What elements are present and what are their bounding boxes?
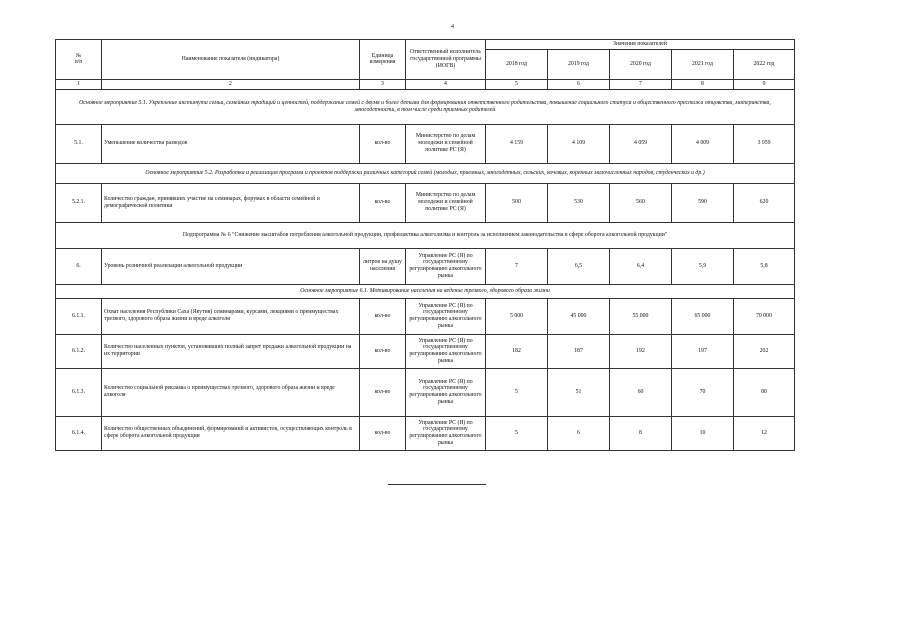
column-number: 4 — [406, 79, 486, 89]
page-number: 4 — [451, 24, 454, 30]
header-responsible: Ответственный исполнитель государственной программы (ИОГВ) — [406, 40, 486, 80]
row-value: 80 — [734, 368, 795, 416]
header-year: 2021 год — [672, 49, 734, 79]
subprogram-row — [56, 222, 795, 248]
row-number: 6.1.2. — [56, 334, 102, 368]
row-value: 10 — [672, 416, 734, 450]
row-value: 65 000 — [672, 298, 734, 334]
header-values-group: Значения показателей — [486, 40, 795, 50]
header-year: 2020 год — [610, 49, 672, 79]
row-name: Количество общественных объединений, формирований и активистов, осуществляющих контроль в сфере оборота алкогольной продукции — [102, 416, 360, 450]
table-row — [56, 298, 795, 334]
row-value: 5 — [486, 416, 548, 450]
row-name: Количество социальной рекламы о преимуществах трезвого, здорового образа жизни и вреде алкоголя — [102, 368, 360, 416]
row-name: Количество граждан, принявших участие на семинарах, форумах в области семейной и демографической политики — [102, 183, 360, 222]
row-value: 530 — [548, 183, 610, 222]
column-number: 3 — [360, 79, 406, 89]
row-value: 70 000 — [734, 298, 795, 334]
row-value: 6 — [548, 416, 610, 450]
row-responsible: Управление РС (Я) по государственному регулированию алкогольного рынка — [406, 368, 486, 416]
row-value: 4 009 — [672, 124, 734, 163]
row-unit: кол-во — [360, 298, 406, 334]
column-number: 5 — [486, 79, 548, 89]
row-value: 60 — [610, 368, 672, 416]
row-value: 6,5 — [548, 248, 610, 284]
header-year: 2022 год — [734, 49, 795, 79]
row-value: 45 000 — [548, 298, 610, 334]
row-value: 590 — [672, 183, 734, 222]
header-unit: Единица измерения — [360, 40, 406, 80]
row-number: 6. — [56, 248, 102, 284]
row-unit: кол-во — [360, 334, 406, 368]
row-number: 6.1.3. — [56, 368, 102, 416]
row-number: 6.1.4. — [56, 416, 102, 450]
indicators-table — [55, 39, 795, 451]
row-value: 202 — [734, 334, 795, 368]
row-responsible: Министерство по делам молодежи и семейной политике РС (Я) — [406, 124, 486, 163]
event-title: Основное мероприятие 6.1. Мотивирование населения на ведение трезвого, здорового образа жизни — [56, 284, 795, 298]
row-unit: кол-во — [360, 183, 406, 222]
table-row — [56, 248, 795, 284]
table-row — [56, 334, 795, 368]
event-row — [56, 284, 795, 298]
table-row — [56, 183, 795, 222]
row-value: 5 000 — [486, 298, 548, 334]
column-number: 2 — [102, 79, 360, 89]
row-value: 70 — [672, 368, 734, 416]
column-number: 7 — [610, 79, 672, 89]
header-year: 2019 год — [548, 49, 610, 79]
row-name: Уровень розничной реализации алкогольной продукции — [102, 248, 360, 284]
row-responsible: Министерство по делам молодежи и семейной политике РС (Я) — [406, 183, 486, 222]
row-value: 51 — [548, 368, 610, 416]
event-title: Основное мероприятие 5.2. Разработка и реализация программ и проектов поддержки различных категорий семей (молодых, приемных, многодетных, сельских, кочевых, коренных малочисленных народов, студенческих и др.) — [56, 163, 795, 183]
row-responsible: Управление РС (Я) по государственному регулированию алкогольного рынка — [406, 416, 486, 450]
row-value: 12 — [734, 416, 795, 450]
row-value: 4 059 — [610, 124, 672, 163]
row-value: 6,4 — [610, 248, 672, 284]
header-year: 2018 год — [486, 49, 548, 79]
subprogram-title: Подпрограмма № 6 "Снижение масштабов потребления алкогольной продукции, профилактика алкоголизма и контроль за исполнением законодательства в сфере оборота алкогольной продукции" — [56, 222, 795, 248]
row-value: 187 — [548, 334, 610, 368]
row-value: 5 — [486, 368, 548, 416]
header-num: № п/п — [56, 40, 102, 80]
table-row — [56, 416, 795, 450]
header-name: Наименование показателя (индикатора) — [102, 40, 360, 80]
row-value: 5,9 — [672, 248, 734, 284]
row-unit: литров на душу населения — [360, 248, 406, 284]
row-value: 8 — [610, 416, 672, 450]
row-value: 500 — [486, 183, 548, 222]
column-number: 8 — [672, 79, 734, 89]
column-number: 6 — [548, 79, 610, 89]
row-responsible: Управление РС (Я) по государственному регулированию алкогольного рынка — [406, 334, 486, 368]
row-value: 4 159 — [486, 124, 548, 163]
row-name: Охват населения Республики Саха (Якутия) семинарами, курсами, лекциями о преимуществах трезвого, здорового образа жизни и вреде алкоголя — [102, 298, 360, 334]
row-name: Количество населенных пунктов, установивших полный запрет продажи алкогольной продукции на их территории — [102, 334, 360, 368]
row-number: 5.2.1. — [56, 183, 102, 222]
column-number: 1 — [56, 79, 102, 89]
row-value: 3 959 — [734, 124, 795, 163]
event-row — [56, 163, 795, 183]
row-unit: кол-во — [360, 124, 406, 163]
event-row — [56, 89, 795, 124]
row-value: 4 109 — [548, 124, 610, 163]
row-value: 5,8 — [734, 248, 795, 284]
row-unit: кол-во — [360, 416, 406, 450]
column-number: 9 — [734, 79, 795, 89]
row-number: 5.1. — [56, 124, 102, 163]
table-row — [56, 368, 795, 416]
row-responsible: Управление РС (Я) по государственному регулированию алкогольного рынка — [406, 248, 486, 284]
row-responsible: Управление РС (Я) по государственному регулированию алкогольного рынка — [406, 298, 486, 334]
row-value: 192 — [610, 334, 672, 368]
row-unit: кол-во — [360, 368, 406, 416]
row-value: 182 — [486, 334, 548, 368]
row-value: 560 — [610, 183, 672, 222]
event-title: Основное мероприятие 5.1. Укрепление института семьи, семейных традиций и ценностей, поддержание семей с двумя и более детьми для формирования ответственного родительства, повышение социального статуса и общественного престижа отцовства, материнства, многодетности, в том числе среди приемных родителей — [56, 89, 795, 124]
row-value: 55 000 — [610, 298, 672, 334]
row-name: Уменьшение количества разводов — [102, 124, 360, 163]
row-value: 7 — [486, 248, 548, 284]
row-value: 197 — [672, 334, 734, 368]
bottom-rule — [388, 484, 486, 485]
row-value: 620 — [734, 183, 795, 222]
row-number: 6.1.1. — [56, 298, 102, 334]
table-row — [56, 124, 795, 163]
